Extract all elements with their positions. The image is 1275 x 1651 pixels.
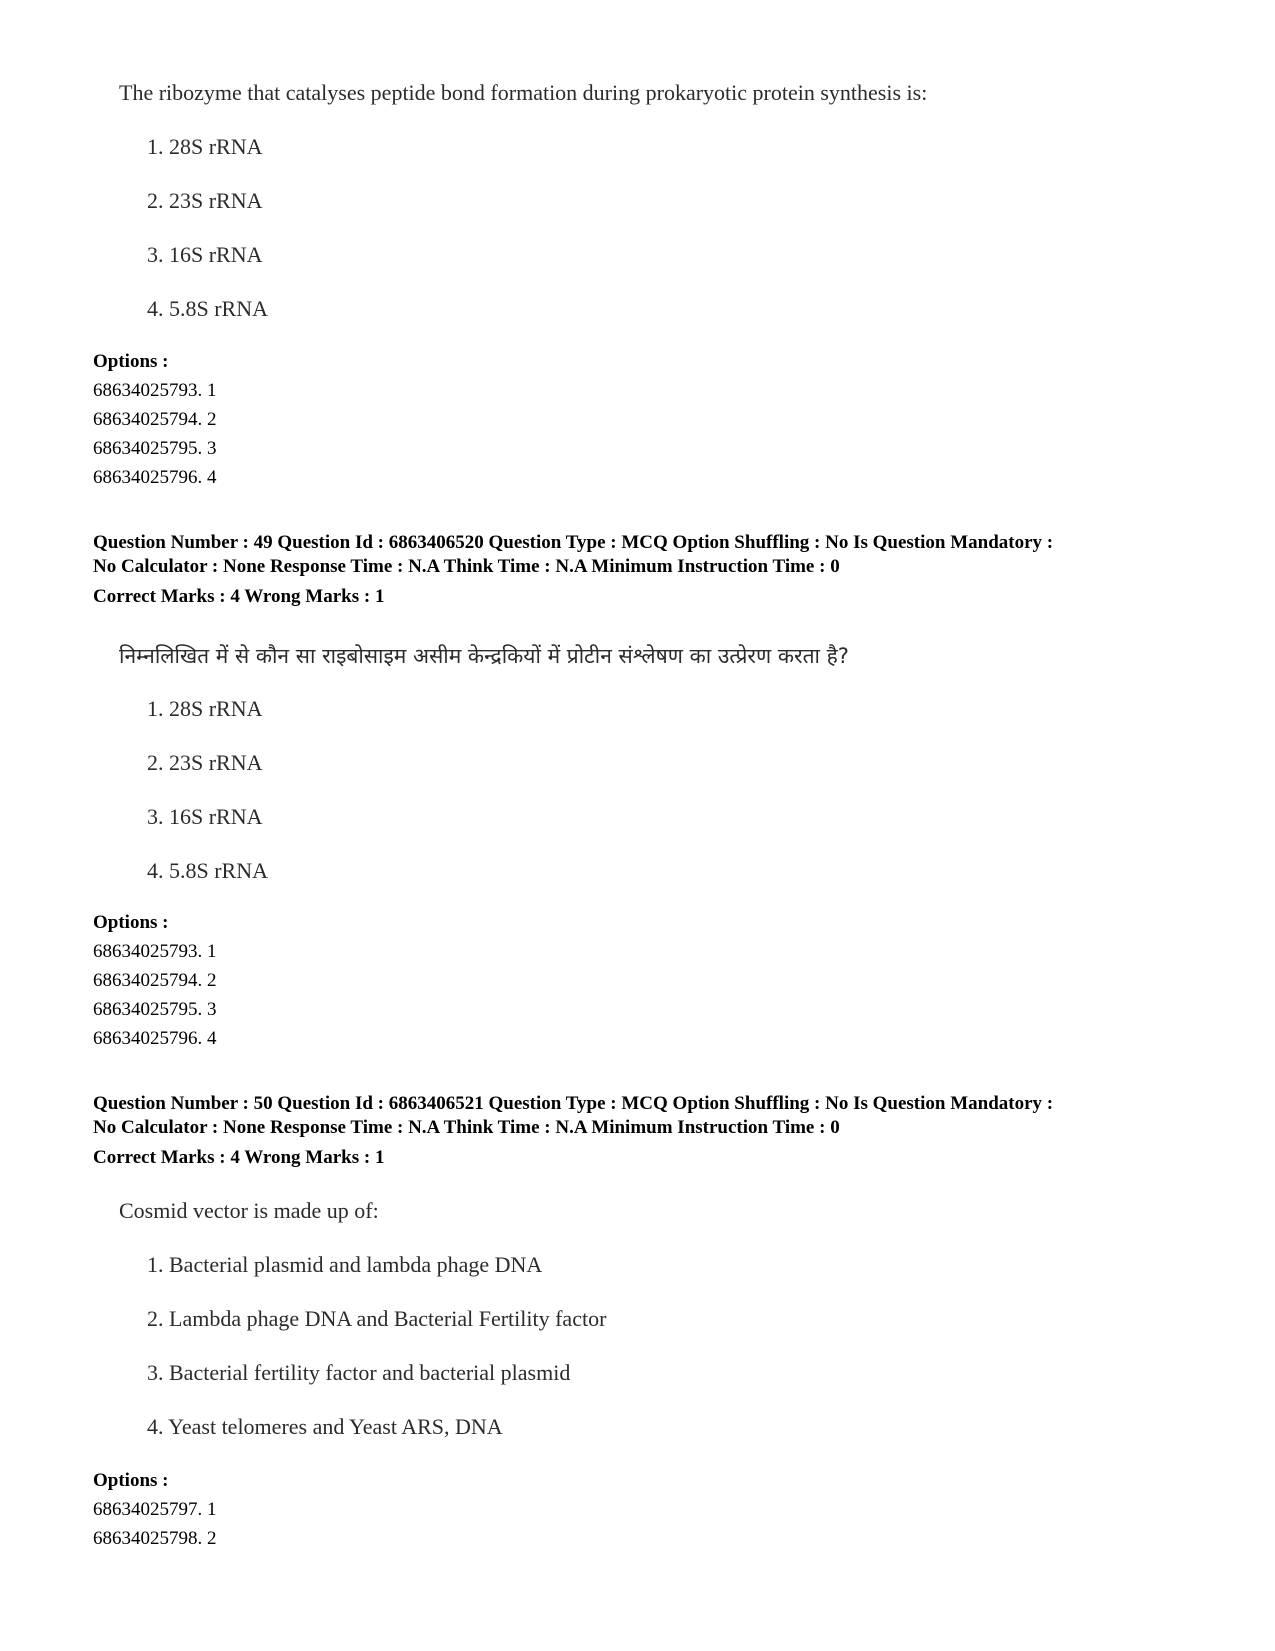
- choice-item: 3. Bacterial fertility factor and bacterial plasmid: [147, 1360, 571, 1385]
- option-id-line: 68634025794. 2: [93, 409, 217, 430]
- option-id-line: 68634025795. 3: [93, 438, 217, 459]
- option-id-line: 68634025797. 1: [93, 1499, 217, 1520]
- question-meta-line: Question Number : 50 Question Id : 6863406521 Question Type : MCQ Option Shuffling : No Is Question Mandatory :: [93, 1093, 1054, 1114]
- option-id-line: 68634025796. 4: [93, 1028, 217, 1049]
- choice-item: 3. 16S rRNA: [147, 804, 263, 829]
- option-id-line: 68634025798. 2: [93, 1528, 217, 1549]
- options-heading: Options :: [93, 351, 169, 372]
- question-stem: Cosmid vector is made up of:: [119, 1198, 379, 1223]
- question-meta-line: No Calculator : None Response Time : N.A Think Time : N.A Minimum Instruction Time : 0: [93, 1117, 840, 1138]
- choice-item: 4. 5.8S rRNA: [147, 858, 269, 883]
- marks-line: Correct Marks : 4 Wrong Marks : 1: [93, 586, 385, 607]
- choice-item: 2. 23S rRNA: [147, 188, 263, 213]
- choice-item: 1. 28S rRNA: [147, 134, 263, 159]
- choice-item: 4. 5.8S rRNA: [147, 296, 269, 321]
- choice-item: 1. 28S rRNA: [147, 696, 263, 721]
- choice-item: 1. Bacterial plasmid and lambda phage DNA: [147, 1252, 543, 1277]
- question-meta-line: No Calculator : None Response Time : N.A Think Time : N.A Minimum Instruction Time : 0: [93, 556, 840, 577]
- option-id-line: 68634025795. 3: [93, 999, 217, 1020]
- option-id-line: 68634025796. 4: [93, 467, 217, 488]
- options-heading: Options :: [93, 1470, 169, 1491]
- options-heading: Options :: [93, 912, 169, 933]
- choice-item: 3. 16S rRNA: [147, 242, 263, 267]
- marks-line: Correct Marks : 4 Wrong Marks : 1: [93, 1147, 385, 1168]
- question-stem: निम्नलिखित में से कौन सा राइबोसाइम असीम केन्द्रकियों में प्रोटीन संश्लेषण का उत्प्रेरण करता है?: [119, 644, 849, 668]
- option-id-line: 68634025793. 1: [93, 941, 217, 962]
- question-meta-line: Question Number : 49 Question Id : 6863406520 Question Type : MCQ Option Shuffling : No Is Question Mandatory :: [93, 532, 1054, 553]
- question-stem: The ribozyme that catalyses peptide bond formation during prokaryotic protein synthesis is:: [119, 80, 928, 105]
- option-id-line: 68634025794. 2: [93, 970, 217, 991]
- choice-item: 2. 23S rRNA: [147, 750, 263, 775]
- option-id-line: 68634025793. 1: [93, 380, 217, 401]
- choice-item: 2. Lambda phage DNA and Bacterial Fertility factor: [147, 1306, 607, 1331]
- choice-item: 4. Yeast telomeres and Yeast ARS, DNA: [147, 1414, 503, 1439]
